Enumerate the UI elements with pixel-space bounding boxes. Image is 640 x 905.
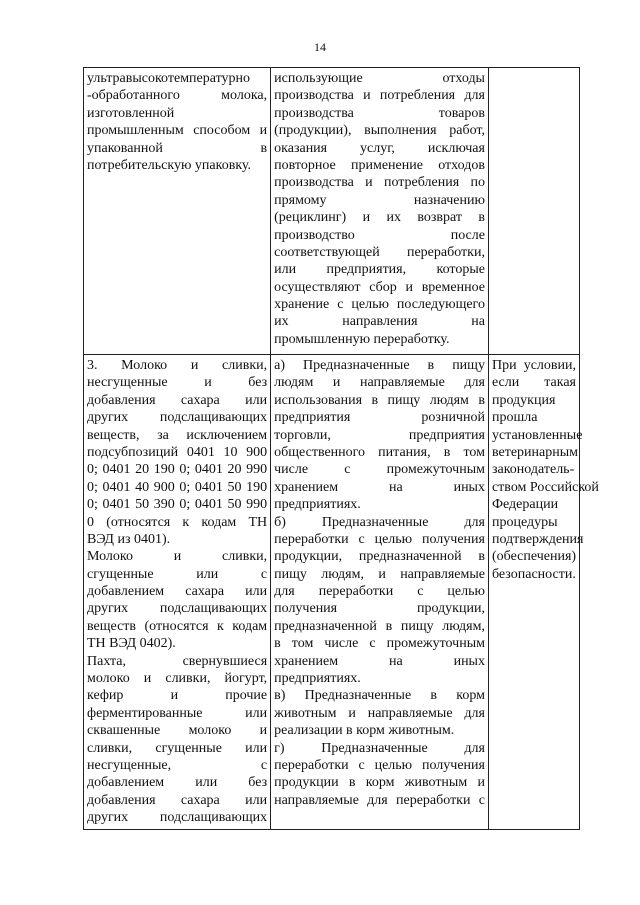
text-line: повторное применение отходов [274, 157, 485, 173]
text-line: переработки с целью получения [274, 757, 485, 773]
text-line: 0; 0401 40 900 0; 0401 50 190 [87, 479, 268, 495]
text-line: животным и направляемые для [274, 705, 485, 721]
text-line: подтверждения [491, 531, 584, 547]
text-line: других подслащивающих [87, 810, 268, 826]
text-line: если такая [491, 375, 576, 391]
text-line: а) Предназначенные в пищу [274, 358, 485, 373]
text-line: использующие отходы [274, 71, 485, 86]
text-line: (продукции), выполнения работ, [274, 123, 485, 139]
text-line: сгущенные или с [87, 566, 268, 582]
text-line: соответствующей переработки, [274, 244, 485, 260]
text-line: добавления сахара или [87, 792, 268, 808]
text-line: добавлением или без [87, 775, 268, 791]
text-line: прямому назначению [274, 192, 485, 208]
condition-cell [488, 355, 599, 830]
text-line: предприятия розничной [274, 410, 485, 426]
text-line: продукция [491, 392, 556, 408]
text-line: в том числе с промежуточным [274, 636, 485, 652]
text-line: добавления сахара или [87, 392, 268, 408]
text-line: Пахта, свернувшиеся [87, 653, 268, 669]
text-line: установленные [491, 427, 583, 443]
text-line: добавлением сахара или [87, 584, 268, 600]
text-line: изготовленной [87, 105, 175, 121]
text-line: веществ (относятся к кодам [87, 618, 268, 634]
text-line: числе с промежуточным [274, 462, 485, 478]
text-line: 0 (относятся к кодам ТН [87, 514, 268, 530]
text-line: б) Предназначенные для [274, 514, 485, 530]
text-line: ветеринарным [491, 444, 578, 460]
text-line: подсубпозиций 0401 10 900 [87, 444, 268, 460]
text-line: предприятиях. [274, 497, 361, 513]
text-line: ферментированные или [87, 705, 268, 721]
text-line: кефир и прочие [87, 688, 268, 704]
product-cell [84, 68, 271, 355]
text-line: ультравысокотемпературно [87, 71, 251, 86]
text-line: законодатель- [491, 462, 575, 478]
text-line: промышленным способом и [87, 123, 268, 139]
text-line: При условии, [491, 358, 576, 373]
text-line: хранением на иных [274, 653, 485, 669]
text-line: производства и потребления для [274, 88, 485, 104]
text-line: их направления на [274, 314, 485, 330]
text-line: несгущенные, с [87, 757, 268, 773]
text-line: производства и потребления по [274, 175, 485, 191]
purpose-cell [271, 68, 489, 355]
text-line: хранением на иных [274, 479, 485, 495]
text-line: 0; 0401 20 190 0; 0401 20 990 [87, 462, 268, 478]
text-line: промышленную переработку. [274, 331, 450, 347]
text-line: использования в пищу людям в [274, 392, 485, 408]
text-line: процедуры [491, 514, 558, 530]
text-line: 0; 0401 50 390 0; 0401 50 990 [87, 497, 268, 513]
text-line: -обработанного молока, [87, 88, 268, 104]
text-line: пищу людям, и направляемые [274, 566, 485, 582]
text-line: людям и направляемые для [274, 375, 485, 391]
text-line: Федерации [491, 497, 559, 513]
text-line: ством Российской [491, 479, 599, 495]
text-line: сливки, сгущенные или [87, 740, 268, 756]
text-line: безопасности. [491, 566, 576, 582]
text-line: продукции в корм животным и [274, 775, 485, 791]
regulation-table [83, 67, 599, 830]
text-line: направляемые для переработки с [274, 792, 485, 808]
text-line: Молоко и сливки, [87, 549, 268, 565]
text-line: производства товаров [274, 105, 485, 121]
text-line: продукции, предназначенной в [274, 549, 485, 565]
text-line: получения продукции, [274, 601, 485, 617]
text-line: предназначенной в пищу людям, [274, 618, 485, 634]
text-line: реализации в корм животным. [274, 723, 455, 739]
table-row [84, 68, 580, 355]
text-line: упакованной в [87, 140, 268, 156]
text-line: для переработки с целью [274, 584, 485, 600]
text-line: оказания услуг, исключая [274, 140, 485, 156]
text-line: производство после [274, 227, 485, 243]
page-number: 14 [314, 40, 326, 54]
text-line: сквашенные молоко и [87, 723, 268, 739]
product-cell [84, 355, 271, 830]
text-line: хранение с целью последующего [274, 297, 485, 313]
text-line: 3. Молоко и сливки, [87, 358, 268, 373]
text-line: несгущенные и без [87, 375, 268, 391]
text-line: других подслащивающих [87, 601, 268, 617]
text-line: торговли, предприятия [274, 427, 485, 443]
text-line: прошла [491, 410, 538, 426]
text-line: (рециклинг) и их возврат в [274, 210, 485, 226]
text-line: или предприятия, которые [274, 262, 485, 278]
text-line: общественного питания, в том [274, 444, 485, 460]
text-line: веществ, за исключением [87, 427, 268, 443]
text-line: других подслащивающих [87, 410, 268, 426]
text-line: переработки с целью получения [274, 531, 485, 547]
purpose-cell [271, 355, 489, 830]
table-row [84, 355, 580, 830]
condition-cell [488, 68, 579, 355]
text-line: г) Предназначенные для [274, 740, 485, 756]
text-line: (обеспечения) [491, 549, 577, 565]
text-line: молоко и сливки, йогурт, [87, 671, 268, 687]
text-line: в) Предназначенные в корм [274, 688, 485, 704]
text-line: осуществляют сбор и временное [274, 279, 485, 295]
text-line: предприятиях. [274, 671, 361, 687]
text-line: ВЭД из 0401). [87, 531, 171, 547]
text-line: ТН ВЭД 0402). [87, 636, 176, 652]
text-line: потребительскую упаковку. [87, 157, 252, 173]
